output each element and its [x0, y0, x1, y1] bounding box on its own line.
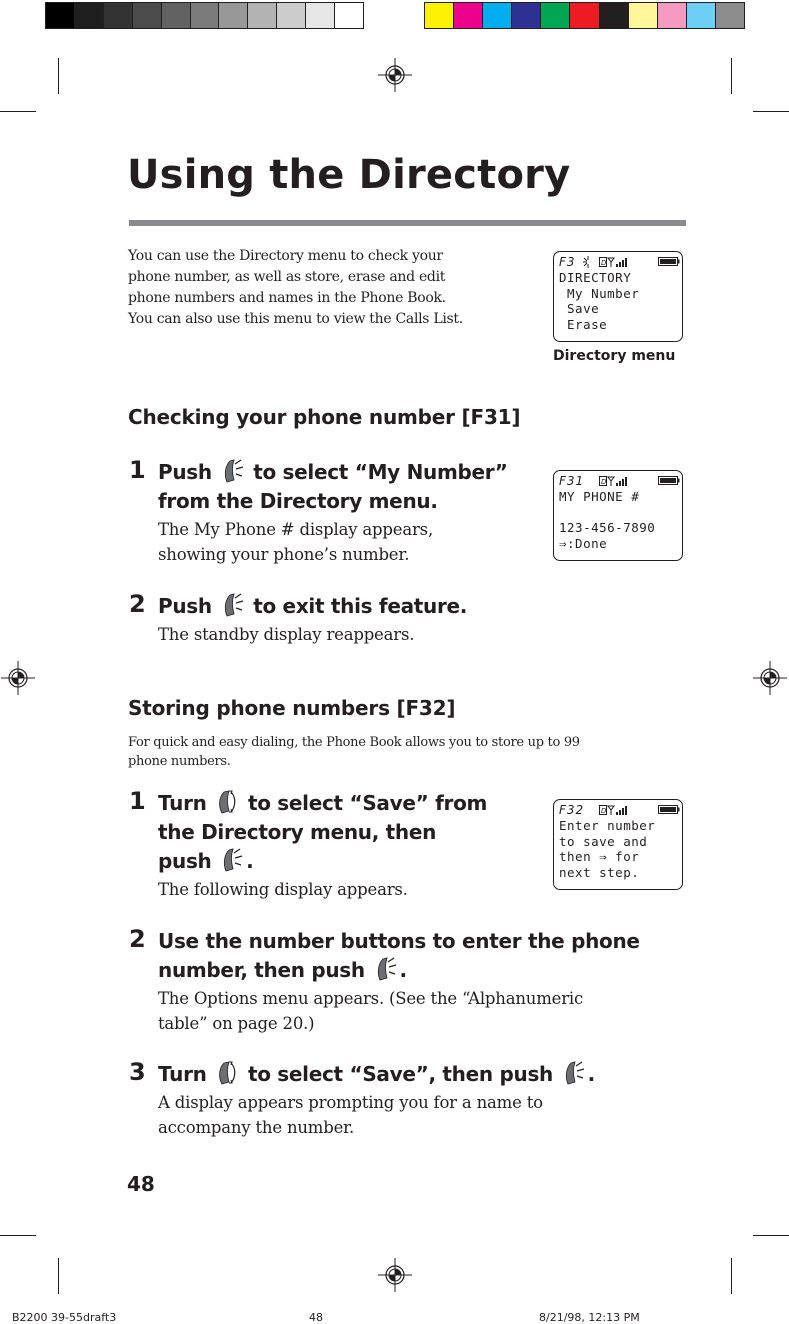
blink-rays-icon — [581, 256, 595, 268]
step-heading-text: Push — [158, 460, 212, 484]
paragraph-line: phone numbers. — [128, 754, 231, 769]
color-calibration-bar — [424, 2, 745, 29]
gray-swatch — [277, 3, 306, 28]
lcd-enter-number — [553, 799, 683, 890]
lcd-function-code: F31 — [559, 474, 585, 488]
step-heading — [158, 927, 698, 985]
color-swatch — [454, 3, 483, 28]
registration-mark-icon — [378, 58, 412, 92]
step-body-line: The My Phone # display appears, — [158, 520, 433, 539]
step-heading-text: to select “Save” from — [247, 791, 488, 815]
step-heading-text: Turn — [158, 1062, 207, 1086]
step-heading-text: to exit this feature. — [253, 594, 468, 618]
step-body-line: The following display appears. — [158, 880, 408, 899]
step-heading — [158, 789, 538, 876]
step-heading-text: the Directory menu, then — [158, 820, 437, 844]
step-heading-text: number, then push — [158, 958, 365, 982]
lcd-line: 123-456-7890 — [559, 520, 656, 535]
step-heading-text: from the Directory menu. — [158, 489, 438, 513]
signal-strength-icon — [599, 804, 631, 816]
lcd-function-code: F3 — [559, 255, 576, 269]
registration-mark-icon — [378, 1258, 412, 1292]
registration-mark-icon — [753, 661, 787, 695]
gray-swatch — [335, 3, 363, 28]
svg-text:D: D — [601, 259, 607, 267]
intro-line: phone numbers and names in the Phone Book. — [128, 290, 446, 306]
step-heading-text: . — [587, 1062, 595, 1086]
step-number: 2 — [129, 590, 146, 618]
battery-icon — [658, 256, 680, 267]
lcd-line — [559, 505, 682, 521]
color-swatch — [658, 3, 687, 28]
gray-swatch — [306, 3, 335, 28]
registration-mark-icon — [1, 661, 35, 695]
step-number: 1 — [129, 787, 146, 815]
step-body — [158, 1090, 543, 1140]
step-heading — [158, 1060, 698, 1089]
color-swatch — [570, 3, 599, 28]
paragraph-line: For quick and easy dialing, the Phone Book allows you to store up to 99 — [128, 735, 580, 750]
gray-swatch — [248, 3, 277, 28]
step-number: 3 — [129, 1058, 146, 1086]
title-rule — [129, 220, 686, 226]
page-number: 48 — [127, 1172, 155, 1196]
intro-paragraph — [128, 246, 528, 330]
gray-swatch — [219, 3, 248, 28]
gray-swatch — [104, 3, 133, 28]
step-body-line: The Options menu appears. (See the “Alphanumeric — [158, 989, 584, 1008]
jog-dial-turn-icon — [215, 1060, 239, 1086]
crop-mark — [58, 58, 59, 94]
footer-file-name: B2200 39-55draft3 — [12, 1311, 117, 1324]
svg-text:D: D — [601, 807, 607, 815]
gray-swatch — [191, 3, 220, 28]
jog-dial-push-icon — [374, 956, 398, 982]
color-swatch — [425, 3, 454, 28]
crop-mark — [753, 1235, 789, 1236]
step-body — [158, 622, 414, 647]
step-heading-text: . — [399, 958, 407, 982]
intro-line: You can use the Directory menu to check your — [128, 248, 443, 264]
step-body-line: The standby display reappears. — [158, 625, 415, 644]
step-heading-text: Use the number buttons to enter the phone — [158, 929, 640, 953]
battery-icon — [658, 475, 680, 486]
crop-mark — [731, 58, 732, 94]
step-heading-text: Push — [158, 594, 212, 618]
step-body-line: A display appears prompting you for a name to — [158, 1093, 543, 1112]
lcd-line: Erase — [559, 316, 608, 332]
gray-swatch — [162, 3, 191, 28]
step-heading-text: . — [246, 849, 254, 873]
jog-dial-push-icon — [221, 458, 245, 484]
svg-text:D: D — [601, 478, 607, 486]
lcd-line: Save — [559, 301, 600, 316]
color-swatch — [541, 3, 570, 28]
jog-dial-push-icon — [562, 1060, 586, 1086]
color-swatch — [512, 3, 541, 28]
intro-line: You can also use this menu to view the Calls List. — [128, 311, 463, 327]
footer-page: 48 — [309, 1311, 323, 1324]
color-swatch — [483, 3, 512, 28]
page-title: Using the Directory — [127, 152, 571, 198]
step-heading — [158, 592, 558, 621]
crop-mark — [0, 111, 36, 112]
lcd-caption: Directory menu — [553, 348, 676, 364]
intro-line: phone number, as well as store, erase and edit — [128, 269, 446, 285]
jog-dial-turn-icon — [215, 789, 239, 815]
color-swatch — [687, 3, 716, 28]
color-swatch — [600, 3, 629, 28]
step-body — [158, 877, 408, 902]
lcd-line: DIRECTORY — [559, 270, 632, 285]
step-body-line: showing your phone’s number. — [158, 545, 410, 564]
crop-mark — [58, 1258, 59, 1294]
lcd-my-phone-number — [553, 470, 683, 561]
crop-mark — [753, 111, 789, 112]
section-paragraph — [128, 733, 688, 771]
signal-strength-icon — [599, 475, 631, 487]
lcd-status-bar — [559, 803, 682, 818]
lcd-line: Enter number — [559, 818, 656, 833]
step-body — [158, 986, 583, 1036]
step-number: 2 — [129, 925, 146, 953]
gray-swatch — [46, 3, 75, 28]
jog-dial-push-icon — [220, 847, 244, 873]
lcd-line: next step. — [559, 864, 640, 880]
step-heading-text: to select “Save”, then push — [247, 1062, 553, 1086]
jog-dial-push-icon — [221, 592, 245, 618]
step-number: 1 — [129, 456, 146, 484]
step-heading-text: to select “My Number” — [253, 460, 508, 484]
lcd-status-bar — [559, 255, 682, 270]
lcd-line: ⇒:Done — [559, 535, 608, 551]
footer-timestamp: 8/21/98, 12:13 PM — [539, 1311, 640, 1324]
grayscale-calibration-bar — [45, 2, 364, 29]
step-heading-text: push — [158, 849, 212, 873]
step-heading — [158, 458, 528, 516]
step-heading-text: Turn — [158, 791, 207, 815]
lcd-status-bar — [559, 474, 682, 489]
battery-icon — [658, 804, 680, 815]
lcd-line: then ⇒ for — [559, 849, 640, 864]
crop-mark — [731, 1258, 732, 1294]
step-body — [158, 517, 433, 567]
gray-swatch — [133, 3, 162, 28]
color-swatch — [629, 3, 658, 28]
lcd-line: My Number — [559, 285, 640, 301]
section-heading: Checking your phone number [F31] — [128, 405, 521, 429]
step-body-line: table” on page 20.) — [158, 1014, 315, 1033]
lcd-function-code: F32 — [559, 803, 585, 817]
step-body-line: accompany the number. — [158, 1118, 355, 1137]
gray-swatch — [75, 3, 104, 28]
section-heading: Storing phone numbers [F32] — [128, 696, 456, 720]
lcd-line: to save and — [559, 833, 648, 849]
lcd-line: MY PHONE # — [559, 489, 640, 504]
lcd-directory-menu — [553, 251, 683, 342]
signal-strength-icon — [599, 256, 631, 268]
crop-mark — [0, 1235, 36, 1236]
color-swatch — [716, 3, 744, 28]
